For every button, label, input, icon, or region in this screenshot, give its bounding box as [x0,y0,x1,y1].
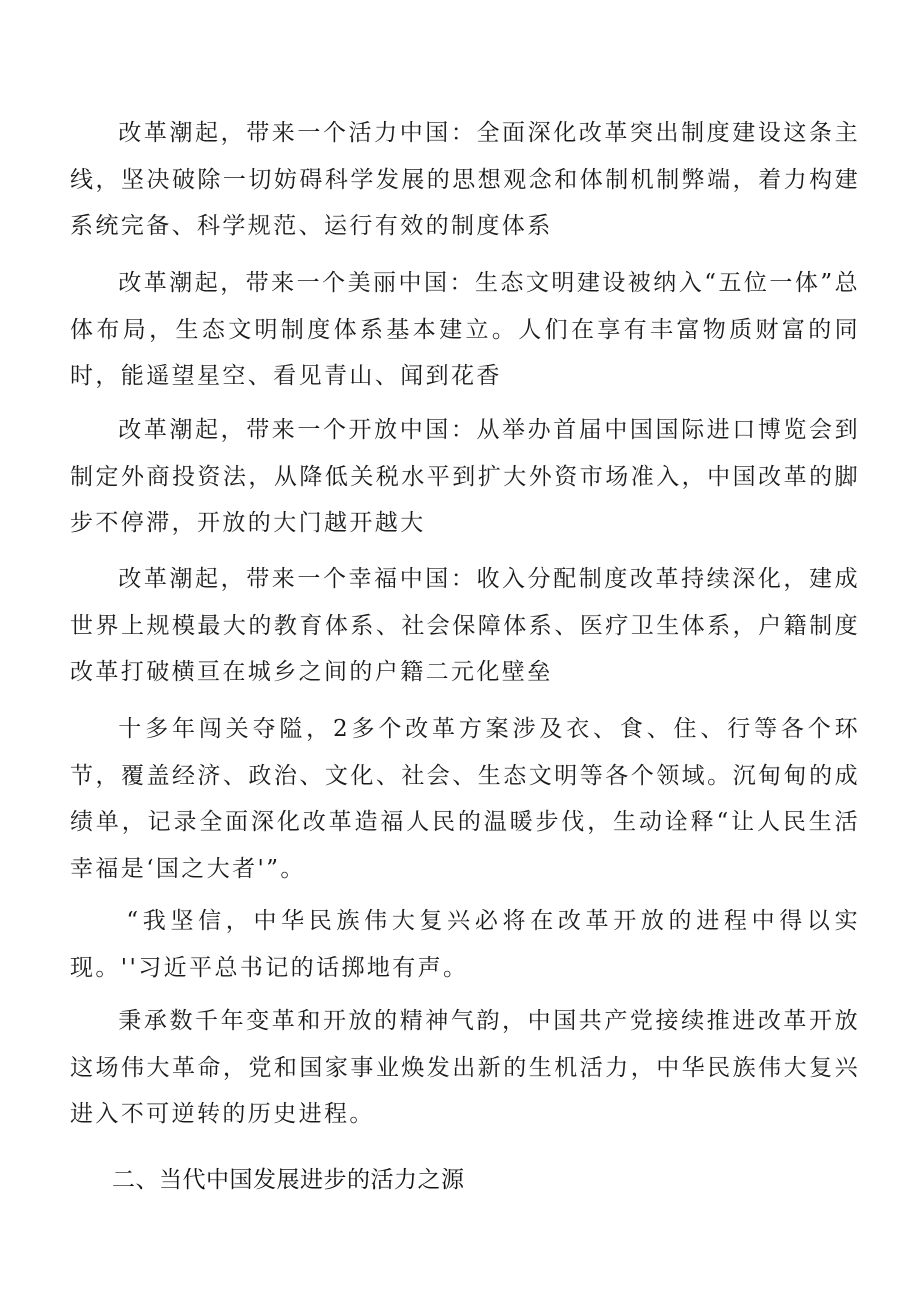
paragraph-quote: “我坚信，中华民族伟大复兴必将在改革开放的进程中得以实现。''习近平总书记的话掷地有声。 [70,908,860,981]
paragraph-open-china: 改革潮起，带来一个开放中国：从举办首届中国国际进口博览会到制定外商投资法，从降低关税水平到扩大外资市场准入，中国改革的脚步不停滞，开放的大门越开越大 [70,417,860,536]
paragraph-beautiful-china: 改革潮起，带来一个美丽中国：生态文明建设被纳入“五位一体”总体布局，生态文明制度体系基本建立。人们在享有丰富物质财富的同时，能遥望星空、看见青山、闻到花香 [70,270,860,389]
section-heading: 二、当代中国发展进步的活力之源 [112,1167,465,1193]
paragraph-happy-china: 改革潮起，带来一个幸福中国：收入分配制度改革持续深化，建成世界上规模最大的教育体系、社会保障体系、医疗卫生体系，户籍制度改革打破横亘在城乡之间的户籍二元化壁垒 [70,566,860,685]
paragraph-reform-achievements: 十多年闯关夺隘，2多个改革方案涉及衣、食、住、行等各个环节，覆盖经济、政治、文化、社会、生态文明等各个领域。沉甸甸的成绩单，记录全面深化改革造福人民的温暖步伐，生动诠释“让人民生活幸福是‘国之大者'”。 [70,716,860,882]
paragraph-historical-process: 秉承数千年变革和开放的精神气韵，中国共产党接续推进改革开放这场伟大革命，党和国家事业焕发出新的生机活力，中华民族伟大复兴进入不可逆转的历史进程。 [70,1008,860,1127]
paragraph-vitality-china: 改革潮起，带来一个活力中国：全面深化改革突出制度建设这条主线，坚决破除一切妨碍科学发展的思想观念和体制机制弊端，着力构建系统完备、科学规范、运行有效的制度体系 [70,120,860,239]
